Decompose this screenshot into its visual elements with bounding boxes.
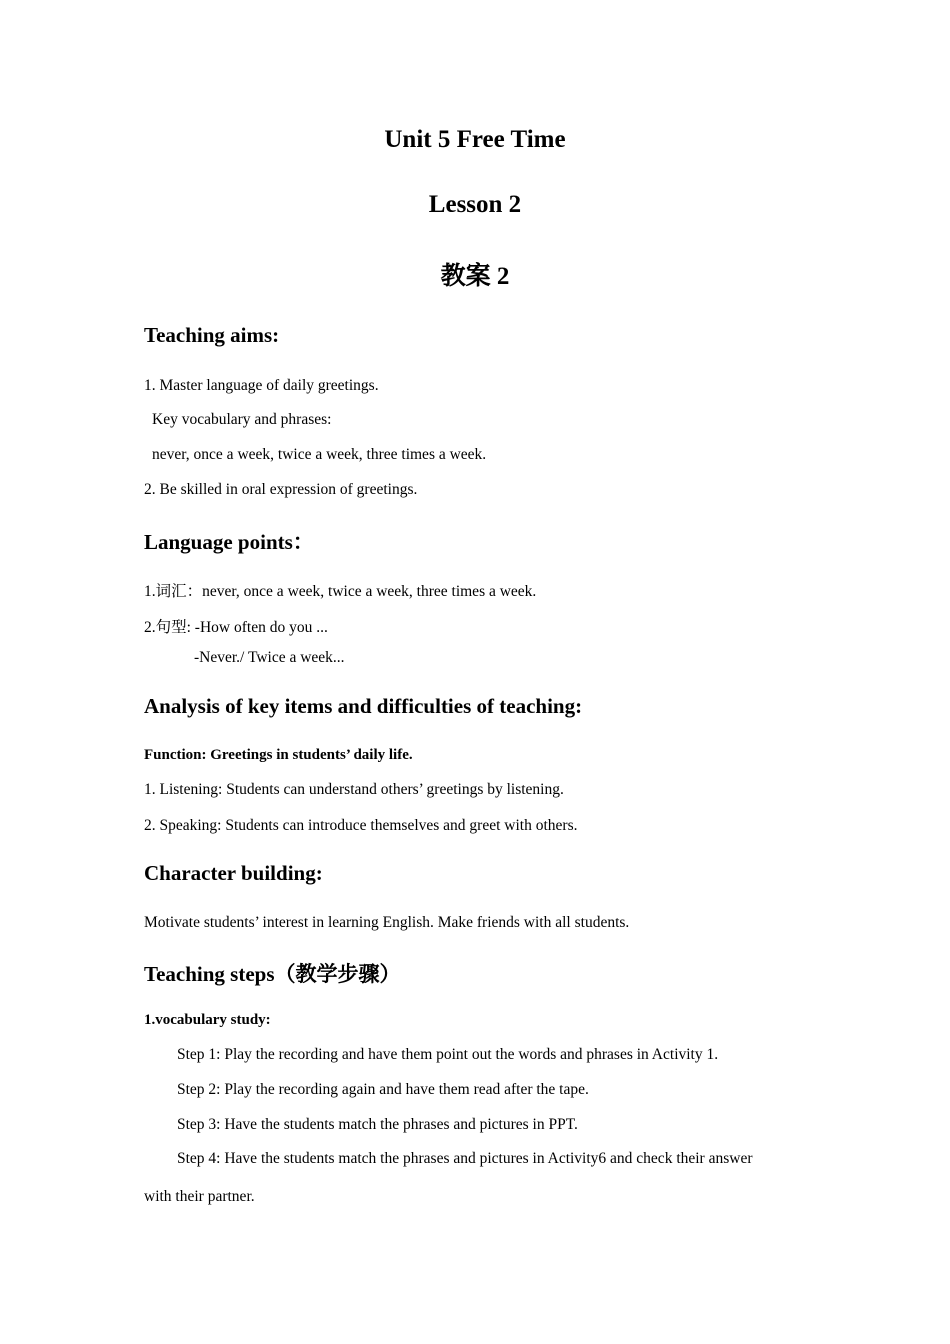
analysis-listening: 1. Listening: Students can understand others’ greetings by listening.: [144, 781, 564, 798]
key-vocab-label: Key vocabulary and phrases:: [152, 411, 332, 428]
lesson-title: Lesson 2: [428, 191, 522, 218]
step-3: Step 3: Have the students match the phrases and pictures in PPT.: [177, 1116, 578, 1133]
vocabulary-study-subheading: 1.vocabulary study:: [144, 1012, 271, 1028]
unit-title: Unit 5 Free Time: [384, 126, 566, 153]
aims-item-2: 2. Be skilled in oral expression of greetings.: [144, 481, 418, 498]
plan-title: 教案 2: [440, 263, 510, 290]
character-heading: Character building:: [144, 861, 323, 885]
sentence-pattern-1: 2.句型: -How often do you ...: [144, 619, 328, 636]
teaching-aims-heading: Teaching aims:: [144, 323, 280, 347]
language-points-heading: Language points：: [144, 530, 314, 554]
language-vocab: 1.词汇：never, once a week, twice a week, three times a week.: [144, 583, 537, 600]
analysis-speaking: 2. Speaking: Students can introduce themselves and greet with others.: [144, 817, 578, 834]
teaching-steps-heading: Teaching steps（教学步骤）: [144, 962, 401, 986]
step-4-line-1: Step 4: Have the students match the phrases and pictures in Activity6 and check their answer: [177, 1150, 753, 1167]
character-text: Motivate students’ interest in learning English. Make friends with all students.: [144, 914, 630, 931]
analysis-function: Function: Greetings in students’ daily life.: [144, 747, 413, 763]
step-4-line-2: with their partner.: [144, 1188, 255, 1205]
analysis-heading: Analysis of key items and difficulties of teaching:: [144, 694, 583, 718]
step-1: Step 1: Play the recording and have them point out the words and phrases in Activity 1.: [177, 1046, 719, 1063]
sentence-pattern-2: -Never./ Twice a week...: [194, 649, 345, 666]
key-vocab-list: never, once a week, twice a week, three times a week.: [152, 446, 487, 463]
step-2: Step 2: Play the recording again and have them read after the tape.: [177, 1081, 589, 1098]
aims-item-1: 1. Master language of daily greetings.: [144, 377, 379, 394]
